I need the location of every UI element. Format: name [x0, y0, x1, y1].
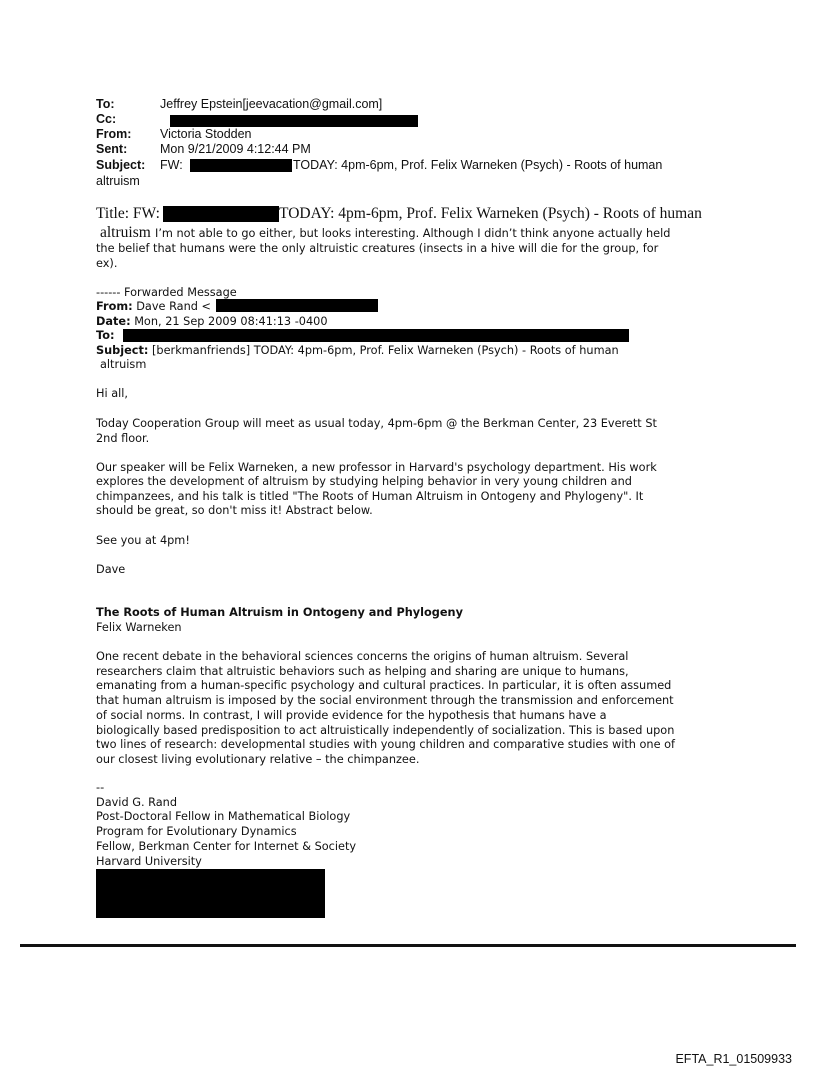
- greeting: Hi all,: [96, 387, 129, 400]
- signature-line: Fellow, Berkman Center for Internet & Society: [96, 839, 357, 853]
- cc-label: Cc:: [96, 112, 117, 126]
- sent-label: Sent:: [96, 142, 128, 156]
- redaction-fwd-from: [216, 299, 378, 312]
- to-value: Jeffrey Epstein[jeevacation@gmail.com]: [160, 97, 383, 111]
- abstract-line: emanating from a human-specific psychology and cultural practices. In particular, it is often assumed: [96, 679, 672, 693]
- fwd-to-line: To:: [96, 329, 115, 342]
- abstract-line: researchers claim that altruistic behaviors such as helping and sharing are unique to humans,: [96, 664, 629, 678]
- sent-value: Mon 9/21/2009 4:12:44 PM: [160, 142, 311, 156]
- abstract-line: biologically based predisposition to act altruistically independently of socialization. This is based upon: [96, 723, 675, 737]
- forwarded-marker: ------ Forwarded Message: [96, 286, 237, 299]
- abstract-line: One recent debate in the behavioral sciences concerns the origins of human altruism. Several: [96, 650, 629, 663]
- from-label: From:: [96, 127, 132, 141]
- sign-off: Dave: [96, 563, 126, 576]
- para2-line-1: Our speaker will be Felix Warneken, a new professor in Harvard's psychology department. His work: [96, 461, 657, 474]
- redaction-subject: [190, 159, 292, 172]
- document-id: EFTA_R1_01509933: [675, 1052, 792, 1066]
- subject-prefix: FW:: [160, 158, 183, 172]
- title-prefix: Title: FW:: [96, 205, 160, 222]
- para2-line-4: should be great, so don't miss it! Abstract below.: [96, 504, 373, 517]
- redaction-fwd-to: [123, 329, 629, 342]
- abstract-line: our closest living evolutionary relative – the chimpanzee.: [96, 752, 420, 766]
- redaction-title: [163, 206, 279, 222]
- fwd-from-line: From: Dave Rand <: [96, 300, 211, 313]
- to-label: To:: [96, 97, 115, 111]
- fwd-date-line: Date: Mon, 21 Sep 2009 08:41:13 -0400: [96, 315, 328, 328]
- signature-line: Program for Evolutionary Dynamics: [96, 825, 297, 839]
- fwd-subject-wrap: altruism: [100, 358, 147, 371]
- subject-label: Subject:: [96, 158, 146, 172]
- signature-name: David G. Rand: [96, 795, 177, 809]
- para2-line-2: explores the development of altruism by studying helping behavior in very young children and: [96, 475, 632, 488]
- reply-line-2: the belief that humans were the only altruistic creatures (insects in a hive will die for the group, for: [96, 242, 659, 255]
- abstract-line: of social norms. In contrast, I will provide evidence for the hypothesis that humans have a: [96, 708, 607, 722]
- page-divider: [20, 944, 796, 947]
- title-wrap-word: altruism: [100, 224, 151, 241]
- see-you-line: See you at 4pm!: [96, 534, 190, 547]
- from-value: Victoria Stodden: [160, 127, 252, 141]
- signature-block: [96, 781, 736, 869]
- redaction-cc: [170, 115, 418, 127]
- abstract-line: two lines of research: developmental studies with young children and comparative studies with one of: [96, 738, 676, 752]
- signature-line: Post-Doctoral Fellow in Mathematical Biology: [96, 810, 351, 824]
- reply-line-3: ex).: [96, 257, 118, 270]
- para1-line-2: 2nd floor.: [96, 432, 150, 445]
- abstract-title: The Roots of Human Altruism in Ontogeny and Phylogeny: [96, 606, 463, 619]
- reply-line-1: I’m not able to go either, but looks interesting. Although I didn’t think anyone actually held: [155, 227, 671, 240]
- redaction-signature: [96, 869, 325, 918]
- subject-rest: TODAY: 4pm-6pm, Prof. Felix Warneken (Psych) - Roots of human: [293, 158, 663, 172]
- fwd-subject-line: Subject: [berkmanfriends] TODAY: 4pm-6pm, Prof. Felix Warneken (Psych) - Roots of human: [96, 344, 619, 357]
- subject-wrap: altruism: [96, 174, 140, 188]
- title-rest: TODAY: 4pm-6pm, Prof. Felix Warneken (Psych) - Roots of human: [279, 205, 702, 222]
- abstract-line: that human altruism is imposed by the social environment through the transmission and enforcement: [96, 694, 674, 708]
- signature-dashes: --: [96, 781, 105, 794]
- abstract-author: Felix Warneken: [96, 621, 182, 634]
- abstract-body: [96, 650, 736, 768]
- para2-line-3: chimpanzees, and his talk is titled "The Roots of Human Altruism in Ontogeny and Phylogeny". It: [96, 490, 644, 503]
- para1-line-1: Today Cooperation Group will meet as usual today, 4pm-6pm @ the Berkman Center, 23 Everett St: [96, 417, 657, 430]
- signature-line: Harvard University: [96, 854, 202, 868]
